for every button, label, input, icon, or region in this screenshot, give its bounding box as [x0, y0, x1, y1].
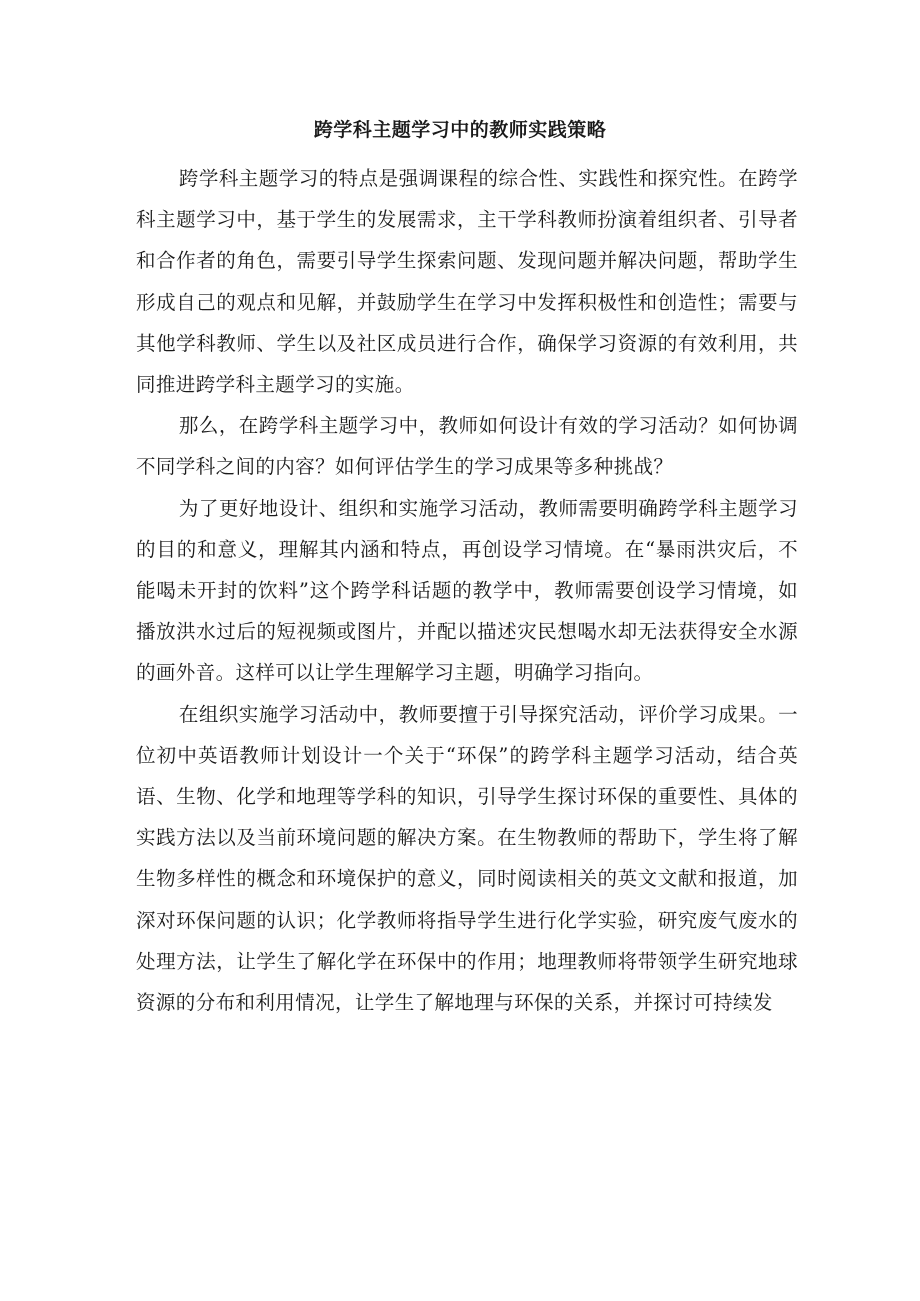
- paragraph-2: 那么，在跨学科主题学习中，教师如何设计有效的学习活动？如何协调不同学科之间的内容？如何评估学生的学习成果等多种挑战？: [136, 414, 798, 479]
- paragraph-3: 为了更好地设计、组织和实施学习活动，教师需要明确跨学科主题学习的目的和意义，理解其内涵和特点，再创设学习情境。在“暴雨洪灾后，不能喝未开封的饮料”这个跨学科话题的教学中，教师需要创设学习情境，如播放洪水过后的短视频或图片，并配以描述灾民想喝水却无法获得安全水源的画外音。这样可以让学生理解学习主题，明确学习指向。: [136, 496, 798, 685]
- document-body: [136, 158, 798, 1023]
- paragraph-1: 跨学科主题学习的特点是强调课程的综合性、实践性和探究性。在跨学科主题学习中，基于学生的发展需求，主干学科教师扮演着组织者、引导者和合作者的角色，需要引导学生探索问题、发现问题并解决问题，帮助学生形成自己的观点和见解，并鼓励学生在学习中发挥积极性和创造性；需要与其他学科教师、学生以及社区成员进行合作，确保学习资源的有效利用，共同推进跨学科主题学习的实施。: [136, 167, 798, 397]
- document-title: 跨学科主题学习中的教师实践策略: [313, 119, 607, 141]
- paragraph-4: 在组织实施学习活动中，教师要擅于引导探究活动，评价学习成果。一位初中英语教师计划设计一个关于“环保”的跨学科主题学习活动，结合英语、生物、化学和地理等学科的知识，引导学生探讨环保的重要性、具体的实践方法以及当前环境问题的解决方案。在生物教师的帮助下，学生将了解生物多样性的概念和环境保护的意义，同时阅读相关的英文文献和报道，加深对环保问题的认识；化学教师将指导学生进行化学实验，研究废气废水的处理方法，让学生了解化学在环保中的作用；地理教师将带领学生研究地球资源的分布和利用情况，让学生了解地理与环保的关系，并探讨可持续发: [136, 702, 798, 1015]
